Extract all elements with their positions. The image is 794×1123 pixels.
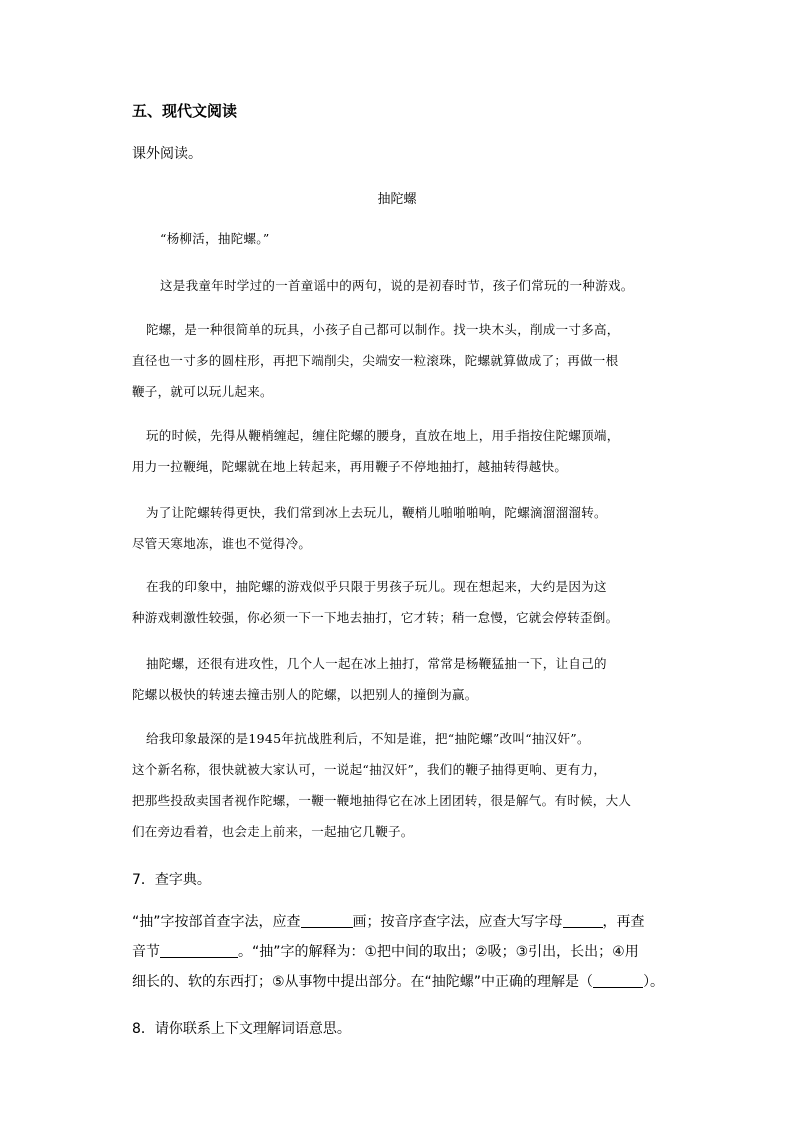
paragraph-6 (132, 571, 672, 633)
section-heading: 五、现代文阅读 (132, 102, 238, 120)
syllable-blank[interactable] (160, 941, 238, 958)
paragraph-line: 在我的印象中，抽陀螺的游戏似乎只限于男孩子玩儿。现在想起来，大约是因为这 (146, 579, 607, 594)
paragraph-line: 这个新名称，很快就被大家认可，一说起“抽汉奸”，我们的鞭子抽得更响、更有力， (132, 762, 607, 777)
article-title: 抽陀螺 (377, 192, 417, 207)
section-intro: 课外阅读。 (132, 146, 202, 162)
paragraph-line: 用力一拉鞭绳，陀螺就在地上转起来，再用鞭子不停地抽打，越抽转得越快。 (132, 459, 568, 474)
stroke-count-blank[interactable] (301, 911, 353, 928)
paragraph-7 (132, 648, 672, 710)
paragraph-1 (132, 223, 672, 254)
paragraph-line: 把那些投敌卖国者视作陀螺，一鞭一鞭地抽得它在冰上团团转，很是解气。有时候，大人 (132, 793, 632, 808)
paragraph-line: 陀螺，是一种很简单的玩具，小孩子自己都可以制作。找一块木头，削成一寸多高， (146, 322, 620, 337)
paragraph-line: 直径也一寸多的圆柱形，再把下端削尖，尖端安一粒滚珠，陀螺就算做成了；再做一根 (132, 353, 619, 368)
paragraph-line: 尽管天寒地冻，谁也不觉得冷。 (132, 536, 312, 551)
capital-letter-blank[interactable] (563, 911, 603, 928)
paragraph-line: 鞭子，就可以玩儿起来。 (132, 384, 273, 399)
paragraph-4 (132, 420, 672, 482)
paragraph-line: 玩的时候，先得从鞭梢缠起，缠住陀螺的腰身，直放在地上，用手指按住陀螺顶端， (146, 428, 620, 443)
question-8-label: 8．请你联系上下文理解词语意思。 (132, 1021, 351, 1037)
paragraph-line: 们在旁边看着，也会走上前来，一起抽它几鞭子。 (132, 824, 414, 839)
paragraph-2 (132, 270, 672, 301)
paragraph-line: 给我印象最深的是1945年抗战胜利后，不知是谁，把“抽陀螺”改叫“抽汉奸”。 (146, 731, 590, 746)
question-7-line-2: 音节 。“抽”字的解释为：①把中间的取出；②吸；③引出，长出；④用 (132, 937, 692, 967)
question-7-line-3: 细长的、软的东西打；⑤从事物中提出部分。在“抽陀螺”中正确的理解是（ ）。 (132, 967, 692, 997)
paragraph-line: “杨柳活，抽陀螺。” (160, 231, 270, 246)
paragraph-line: 陀螺以极快的转速去撞击别人的陀螺，以把别人的撞倒为赢。 (132, 687, 478, 702)
question-7-line-1: “抽”字按部首查字法，应查 画；按音序查字法，应查大写字母 ，再查 (132, 907, 692, 937)
question-7-body (132, 907, 692, 997)
meaning-blank[interactable] (593, 971, 643, 988)
paragraph-line: 抽陀螺，还很有进攻性，几个人一起在冰上抽打，常常是杨鞭猛抽一下，让自己的 (146, 656, 607, 671)
paragraph-5 (132, 497, 672, 559)
paragraph-line: 种游戏刺激性较强，你必须一下一下地去抽打，它才转；稍一怠慢，它就会停转歪倒。 (132, 610, 619, 625)
question-7-label: 7．查字典。 (132, 872, 211, 888)
paragraph-line: 这是我童年时学过的一首童谣中的两句，说的是初春时节，孩子们常玩的一种游戏。 (160, 278, 634, 293)
paragraph-line: 为了让陀螺转得更快，我们常到冰上去玩儿，鞭梢儿啪啪啪响，陀螺滴溜溜溜转。 (146, 505, 607, 520)
paragraph-3 (132, 314, 672, 407)
paragraph-8 (132, 723, 672, 847)
